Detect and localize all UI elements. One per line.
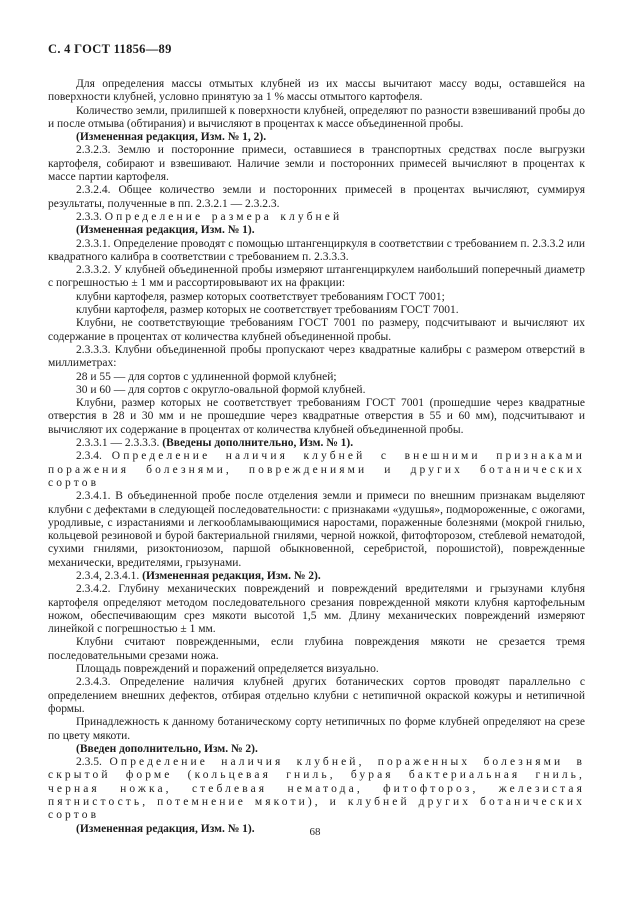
paragraph-9 [48,264,585,291]
paragraph-25 [48,716,585,743]
text-run: 2.3.3. [76,210,105,223]
text-run: 28 и 55 — для сортов с удлиненной формой клубней; [76,370,337,383]
text-run: 2.3.3.1. Определение проводят с помощью штангенциркуля в соответствии с требованием п. 2.3.3.2 или квадратного калибра в соответствии с требованием п. 2.3.3.3. [48,237,585,263]
text-run: 2.3.4. [76,450,112,463]
paragraph-21 [48,583,585,636]
text-run: клубни картофеля, размер которых соответствует требованиям ГОСТ 7001; [76,290,445,303]
paragraph-23 [48,663,585,676]
paragraph-27 [48,756,585,822]
paragraph-6 [48,211,585,224]
paragraph-24 [48,676,585,716]
paragraph-13 [48,344,585,371]
text-run: 2.3.2.4. Общее количество земли и посторонних примесей в процентах вычисляют, суммируя результаты, полученные в пп. 2.3.2.1 — 2.3.2.3. [48,184,585,210]
text-run: Клубни, не соответствующие требованиям ГОСТ 7001 по размеру, подсчитывают и вычисляют их содержание в процентах от количества клубней объединенной пробы. [48,317,585,343]
text-run: Клубни, размер которых не соответствует требованиям ГОСТ 7001 (прошедшие через квадратные отверстия в 28 и 30 мм и не прошедшие через квадратные отверстия в 55 и 60 мм), подсчитывают и вычисляют их содержание в процентах от количества клубней объединенной пробы. [48,397,585,436]
page-header: С. 4 ГОСТ 11856—89 [48,42,172,56]
text-run: Определение размера клубней [104,210,343,223]
text-run: Определение наличия клубней с внешними признаками поражения болезнями, повреждениями и других ботанических сортов [48,450,586,489]
paragraph-17 [48,437,585,450]
paragraph-11 [48,304,585,317]
document-body [48,78,585,836]
text-run: Клубни считают поврежденными, если глубина повреждения мякоти не срезается тремя последовательными срезами ножа. [48,636,585,662]
paragraph-5 [48,184,585,211]
page-number: 68 [309,826,321,838]
text-run: 2.3.3.1 — 2.3.3.3. [76,437,163,450]
text-run: 2.3.4.1. В объединенной пробе после отделения земли и примеси по внешним признакам выделяют клубни с дефектами в следующей последовательности: с признаками «удушья», подмороженные, с ожогами, уродливые, с израстаниями и легкообламывающимися наростами, пораженные болезнями (мокрой гнилью, кольцевой резиновой и бурой бактериальной гнилями, черной ножкой, фитофторозом, стеблевой нематодой, сухими гнилями, ризоктониозом, паршой обыкновенной, серебристой, порошистой), поврежденные механически, вредителями, грызунами. [48,490,585,569]
text-run: Площадь повреждений и поражений определяется визуально. [76,663,379,676]
paragraph-15 [48,384,585,397]
paragraph-8 [48,238,585,265]
paragraph-7 [48,224,585,237]
paragraph-12 [48,317,585,344]
text-run: 2.3.4.3. Определение наличия клубней других ботанических сортов проводят параллельно с определением внешних дефектов, отбирая отдельно клубни с нетипичной окраской кожуры и нетипичной формы. [48,676,585,715]
text-run: Для определения массы отмытых клубней из их массы вычитают массу воды, оставшейся на поверхности клубней, условно принятую за 1 % массы отмытого картофеля. [48,78,585,104]
text-run: 2.3.4.2. Глубину механических повреждений и повреждений вредителями и грызунами клубня картофеля определяют методом последовательного срезания поврежденной мякоти клубня картофельным ножом, обеспечивающим срез мякоти высотой 1,5 мм. Длину механических повреждений измеряют линейкой с погрешностью ± 1 мм. [48,583,585,636]
paragraph-4 [48,144,585,184]
text-run: 2.3.2.3. Землю и посторонние примеси, оставшиеся в транспортных средствах после выгрузки картофеля, собирают и взвешивают. Наличие земли и посторонних примесей вычисляют в процентах к массе партии картофеля. [48,144,585,184]
text-run: (Измененная редакция, Изм. № 1). [76,822,255,835]
text-run: (Измененная редакция, Изм. № 1, 2). [76,131,267,144]
paragraph-20 [48,570,585,583]
text-run: 2.3.3.3. Клубни объединенной пробы пропускают через квадратные калибры с размером отверстий в миллиметрах: [48,343,585,370]
text-run: Количество земли, прилипшей к поверхности клубней, определяют по разности взвешиваний пробы до и после отмыва (обтирания) и вычисляют в процентах к массе объединенной пробы. [48,104,585,130]
text-run: (Введен дополнительно, Изм. № 2). [76,742,258,755]
text-run: (Измененная редакция, Изм. № 1). [76,224,255,237]
text-run: 2.3.4, 2.3.4.1. [76,569,143,582]
paragraph-10 [48,291,585,304]
paragraph-19 [48,490,585,570]
paragraph-16 [48,397,585,437]
paragraph-22 [48,636,585,663]
text-run: клубни картофеля, размер которых не соответствует требованиям ГОСТ 7001. [76,304,459,317]
text-run: (Введены дополнительно, Изм. № 1). [162,437,354,450]
paragraph-18 [48,450,585,490]
text-run: 30 и 60 — для сортов с округло-овальной формой клубней. [76,383,366,396]
text-run: 2.3.3.2. У клубней объединенной пробы измеряют штангенциркулем наибольший поперечный диаметр с погрешностью ± 1 мм и рассортировывают их на фракции: [48,264,585,290]
paragraph-2 [48,105,585,132]
text-run: (Измененная редакция, Изм. № 2). [142,569,321,582]
paragraph-1 [48,78,585,105]
text-run: 2.3.5. [76,756,110,769]
text-run: Определение наличия клубней, пораженных болезнями в скрытой форме (кольцевая гниль, бурая бактериальная гниль, черная ножка, стеблевая нематода, фитофтороз, железистая пятнистость, потемнение мякоти), и клубней других ботанических сортов [48,756,585,822]
paragraph-3 [48,131,585,144]
paragraph-26 [48,743,585,756]
paragraph-14 [48,371,585,384]
text-run: Принадлежность к данному ботаническому сорту нетипичных по форме клубней определяют на срезе по цвету мякоти. [48,716,585,742]
